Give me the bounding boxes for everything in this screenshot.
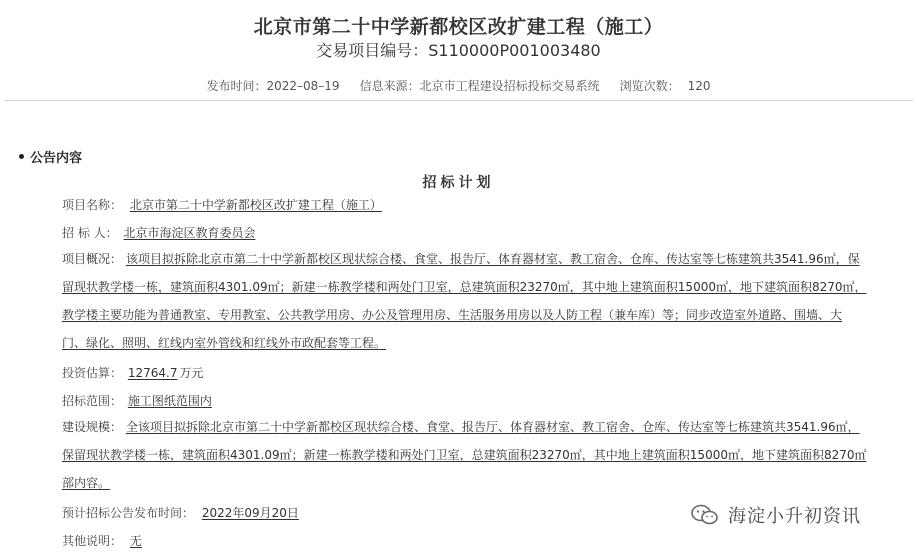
investment-label: 投资估算： bbox=[62, 366, 123, 380]
investment-unit: 万元 bbox=[179, 366, 204, 380]
other-row bbox=[62, 532, 146, 549]
header-divider bbox=[4, 100, 913, 101]
bullet-icon bbox=[19, 154, 24, 159]
announce-time-row bbox=[62, 504, 303, 521]
section-heading-label: 公告内容 bbox=[30, 151, 83, 166]
tenderer-row bbox=[62, 224, 257, 241]
section-heading bbox=[19, 147, 82, 166]
overview-block bbox=[62, 245, 867, 357]
announce-time-label: 预计招标公告发布时间： bbox=[62, 506, 195, 520]
project-name-row bbox=[62, 196, 386, 213]
scale-text: 全该项目拟拆除北京市第二十中学新都校区现状综合楼、食堂、报告厅、体育器材室、教工宿舍、仓库、传达室等七栋建筑共3541.96㎡， bbox=[126, 420, 860, 434]
wechat-icon bbox=[690, 503, 720, 527]
scope-value: 施工图纸范围内 bbox=[127, 394, 212, 408]
overview-line bbox=[62, 245, 862, 273]
tenderer-label: 招 标 人： bbox=[62, 226, 118, 240]
scale-line: 部内容。 bbox=[62, 476, 111, 490]
investment-value: 12764.7 bbox=[127, 366, 178, 380]
scale-block bbox=[62, 413, 867, 497]
other-value: 无 bbox=[129, 534, 142, 548]
scale-line bbox=[62, 413, 862, 441]
info-source: 信息来源：北京市工程建设招标投标交易系统 bbox=[359, 79, 600, 93]
publish-time: 发布时间：2022–08–19 bbox=[206, 79, 340, 93]
watermark-text: 海淀小升初资讯 bbox=[728, 506, 861, 527]
trade-code: 交易项目编号：S110000P001003480 bbox=[316, 41, 601, 60]
page-title: 北京市第二十中学新都校区改扩建工程（施工） bbox=[253, 16, 664, 38]
overview-line: 门、绿化、照明、红线内室外管线和红线外市政配套等工程。 bbox=[62, 336, 387, 350]
scope-label: 招标范围： bbox=[62, 394, 123, 408]
other-label: 其他说明： bbox=[62, 534, 123, 548]
scope-row bbox=[62, 392, 214, 409]
plan-title: 招标计划 bbox=[422, 175, 495, 191]
scale-label: 建设规模： bbox=[62, 420, 123, 434]
overview-line: 留现状教学楼一栋，建筑面积4301.09㎡；新建一栋教学楼和两处门卫室，总建筑面积23270㎡，其中地上建筑面积15000㎡，地下建筑面积8270㎡， bbox=[62, 280, 867, 294]
watermark bbox=[690, 502, 861, 528]
project-name-label: 项目名称： bbox=[62, 198, 123, 212]
investment-row bbox=[62, 364, 203, 381]
scale-line: 保留现状教学楼一栋，建筑面积4301.09㎡；新建一栋教学楼和两处门卫室，总建筑面积23270㎡，其中地上建筑面积15000㎡，地下建筑面积8270㎡ bbox=[62, 448, 867, 462]
announce-time-value: 2022年09月20日 bbox=[201, 506, 299, 520]
overview-line: 教学楼主要功能为普通教室、专用教室、公共教学用房、办公及管理用房、生活服务用房以及人防工程（兼车库）等；同步改造室外道路、围墙、大 bbox=[62, 308, 843, 322]
views-count: 120 bbox=[687, 79, 711, 93]
project-name-value: 北京市第二十中学新都校区改扩建工程（施工） bbox=[129, 198, 382, 212]
views-label: 浏览次数： bbox=[619, 79, 680, 93]
overview-label: 项目概况： bbox=[62, 252, 123, 266]
tenderer-value: 北京市海淀区教育委员会 bbox=[123, 226, 256, 240]
meta-bar bbox=[0, 77, 917, 94]
overview-text: 该项目拟拆除北京市第二十中学新都校区现状综合楼、食堂、报告厅、体育器材室、教工宿舍、仓库、传达室等七栋建筑共3541.96㎡，保 bbox=[126, 252, 860, 266]
